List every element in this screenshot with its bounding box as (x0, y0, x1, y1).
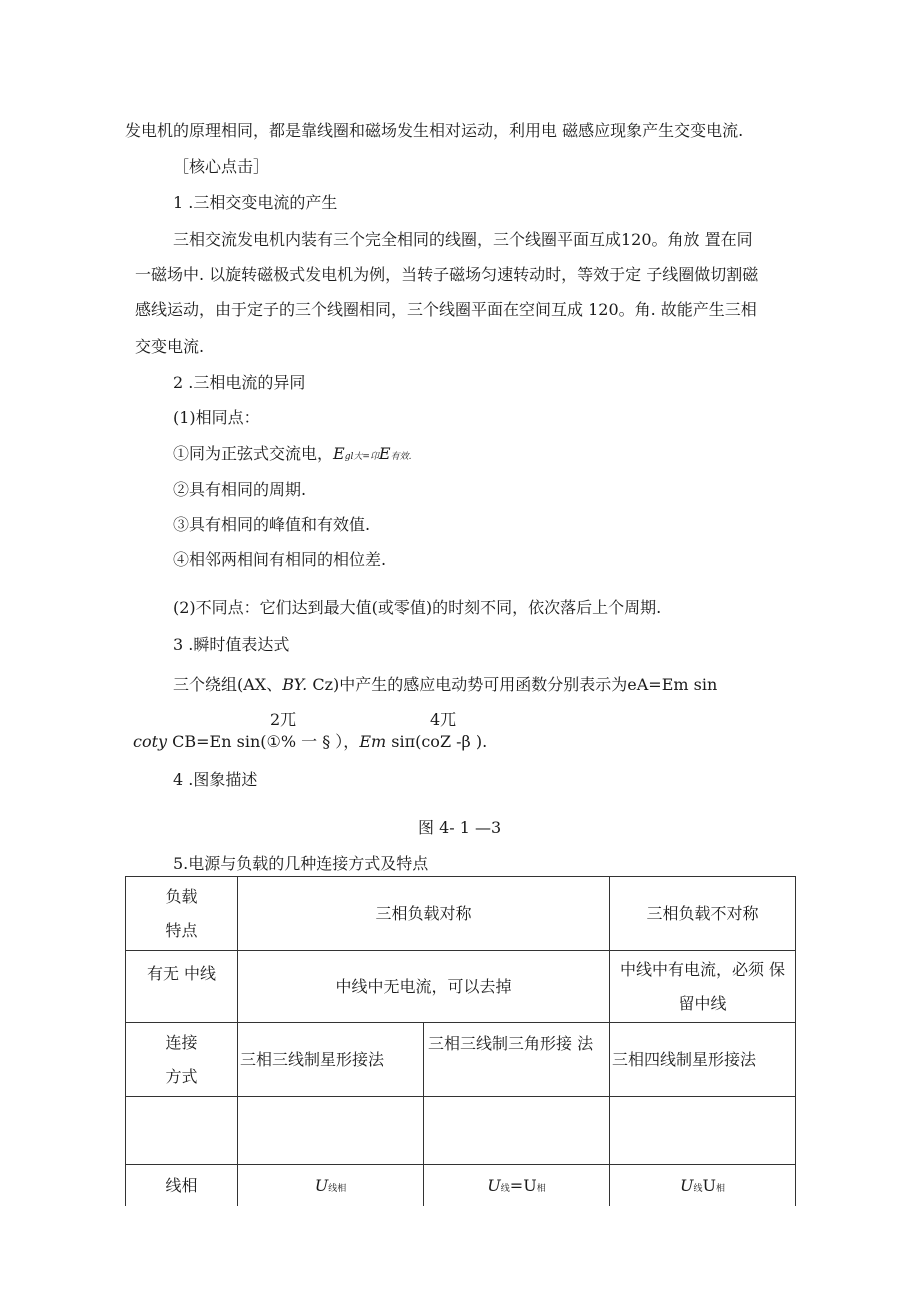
same-point-2: ②具有相同的周期. (173, 480, 307, 499)
cell-line: 负载 (165, 886, 198, 906)
section-5-heading: 5.电源与负载的几种连接方式及特点 (173, 854, 429, 873)
table-cell-empty (126, 1097, 238, 1165)
difference-point: (2)不同点：它们达到最大值(或零值)的时刻不同，依次落后上个周期. (173, 598, 662, 617)
table-cell-u-star (238, 1165, 424, 1207)
table-cell-neutral-current (610, 951, 796, 1023)
u-symbol: U (680, 1176, 694, 1195)
section-1-para-line-3: 感线运动，由于定子的三个线圈相同，三个线圈平面在空间互成 120。角. 故能产生三相 (135, 300, 757, 319)
same-point-1 (173, 444, 411, 467)
formula-e: E (333, 444, 345, 463)
section-2-heading: 2 .三相电流的异同 (173, 373, 306, 392)
expression-text-b: BY. (282, 675, 308, 694)
section-1-heading: 1 .三相交变电流的产生 (173, 193, 338, 212)
expression-line-1 (173, 675, 717, 695)
table-cell-no-neutral-current: 中线中无电流，可以去掉 (238, 951, 610, 1023)
expression-text-c: Cz)中产生的感应电动势可用函数分别表示为eA=Em sin (307, 675, 718, 694)
section-1-para-line-4: 交变电流. (135, 337, 205, 356)
table-row (126, 1165, 796, 1207)
figure-caption: 图 4- 1 —3 (418, 818, 502, 837)
table-cell-empty (238, 1097, 424, 1165)
table-cell-empty (424, 1097, 610, 1165)
section-3-heading: 3 .瞬时值表达式 (173, 635, 290, 654)
table-row (126, 877, 796, 951)
table-row (126, 1097, 796, 1165)
expression-cb: CB=En sin(①% 一 § ）， (167, 732, 360, 751)
table-cell-u-star-4wire (610, 1165, 796, 1207)
expression-sin: siπ(coZ -β ). (386, 732, 488, 751)
u-subscript: 线相 (328, 1184, 347, 1194)
intro-line: 发电机的原理相同，都是靠线圈和磁场发生相对运动，利用电 磁感应现象产生交变电流. (125, 121, 744, 140)
u-symbol-2: U (702, 1176, 716, 1195)
cell-line: 特点 (165, 920, 198, 940)
cell-line: 连接 (165, 1032, 198, 1052)
expression-coty: coty (133, 732, 168, 751)
u-symbol: U (314, 1176, 329, 1195)
expression-em: Em (359, 732, 387, 751)
table-cell-u-delta (424, 1165, 610, 1207)
same-point-1-text: ①同为正弦式交流电， (173, 444, 334, 463)
section-4-heading: 4 .图象描述 (173, 770, 258, 789)
formula-small-2: 卬 (369, 452, 379, 462)
u-subscript: 相 (716, 1184, 726, 1194)
table-cell-asymmetric: 三相负载不对称 (610, 877, 796, 951)
table-cell-symmetric: 三相负载对称 (238, 877, 610, 951)
table-cell-star-4wire: 三相四线制星形接法 (610, 1023, 796, 1097)
expression-line-2 (133, 732, 487, 752)
cell-line: 中线中有电流，必须 保 (619, 959, 786, 979)
same-point-3: ③具有相同的峰值和有效值. (173, 515, 371, 534)
table-row (126, 1023, 796, 1097)
table-cell-neutral-line: 有无 中线 (126, 951, 238, 1023)
fraction-numerator-2: 4兀 (430, 710, 457, 729)
table-cell-connection-mode (126, 1023, 238, 1097)
table-cell-empty (610, 1097, 796, 1165)
fraction-numerator-1: 2兀 (270, 710, 297, 729)
table-cell-star-3wire: 三相三线制星形接法 (238, 1023, 424, 1097)
connection-table (125, 876, 796, 1206)
expression-text-a: 三个绕组(AX、 (173, 675, 283, 694)
u-equals: =U (509, 1176, 537, 1195)
cell-line: 方式 (165, 1066, 198, 1086)
formula-e-2: E (378, 444, 391, 463)
section-1-para-line-2: 一磁场中. 以旋转磁极式发电机为例，当转子磁场匀速转动时，等效于定 子线圈做切割磁 (135, 265, 759, 284)
same-points-title: (1)相同点： (173, 408, 260, 427)
section-1-para-line-1: 三相交流发电机内装有三个完全相同的线圈，三个线圈平面互成120。角放 置在同 (173, 230, 753, 249)
table-cell-line-phase: 线相 (126, 1165, 238, 1207)
u-symbol: U (487, 1176, 501, 1195)
table-row (126, 951, 796, 1023)
core-heading: ［核心点击］ (173, 157, 270, 176)
u-subscript: 线 (693, 1184, 703, 1194)
same-point-4: ④相邻两相间有相同的相位差. (173, 550, 387, 569)
u-subscript: 相 (536, 1184, 546, 1194)
formula-sub: gl (344, 452, 354, 462)
table-cell-delta-3wire: 三相三线制三角形接 法 (424, 1023, 610, 1097)
cell-line: 留中线 (678, 993, 727, 1013)
formula-small-3: 有效. (390, 452, 412, 462)
u-subscript: 线 (500, 1184, 510, 1194)
table-cell-load-feature (126, 877, 238, 951)
formula-small-1: 大= (353, 452, 370, 462)
